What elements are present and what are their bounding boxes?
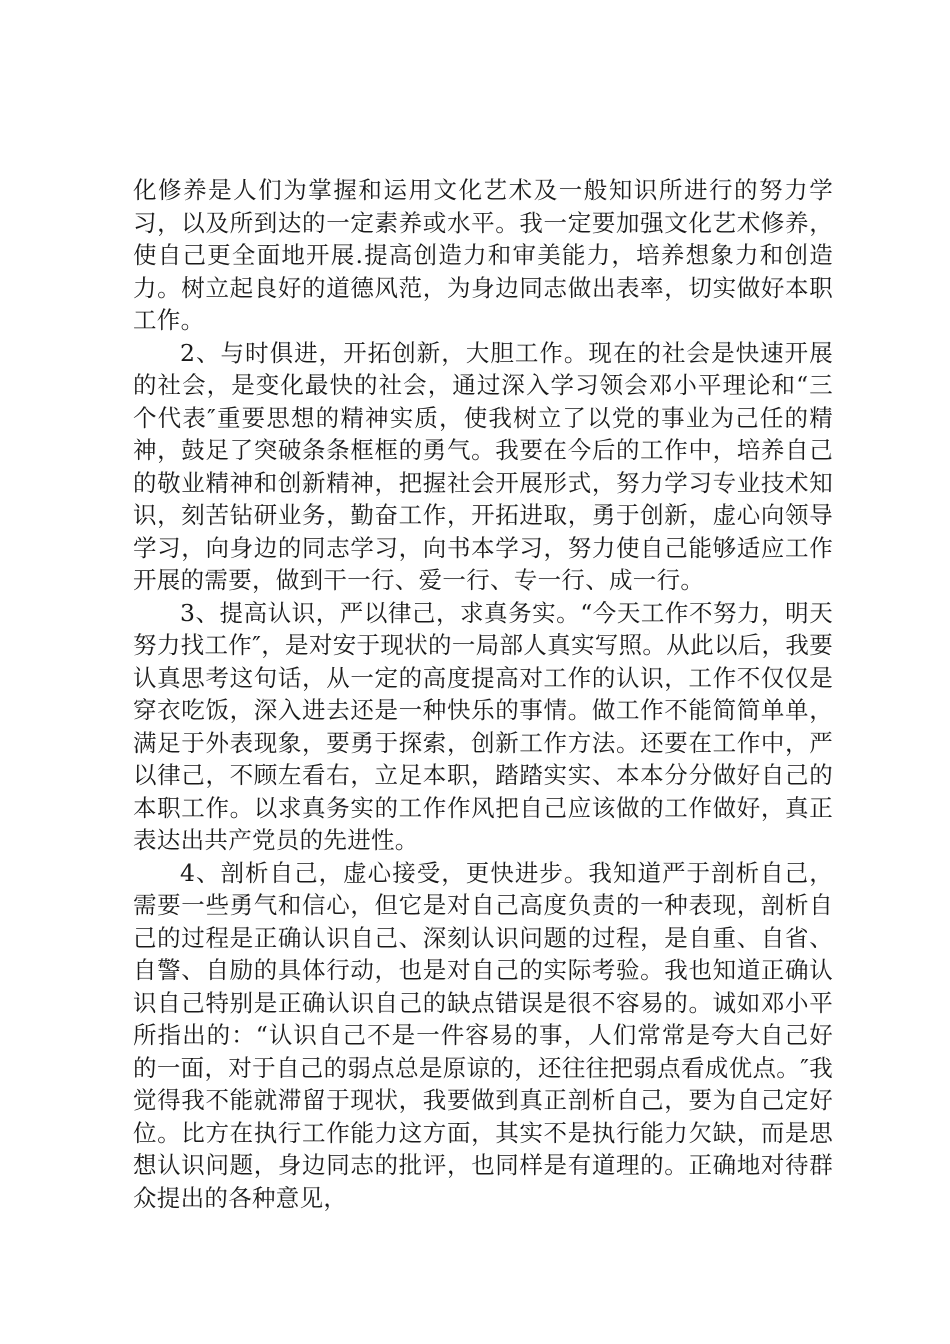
paragraph-item-2: 2、与时俱进，开拓创新，大胆工作。现在的社会是快速开展的社会，是变化最快的社会，通过深入学习领会邓小平理论和“三个代表″重要思想的精神实质，使我树立了以党的事业为己任的精神，鼓足了突破条条框框的勇气。我要在今后的工作中，培养自己的敬业精神和创新精神，把握社会开展形式，努力学习专业技术知识，刻苦钻研业务，勤奋工作，开拓进取，勇于创新，虚心向领导学习，向身边的同志学习，向书本学习，努力使自己能够适应工作开展的需要，做到干一行、爱一行、专一行、成一行。 <box>133 338 833 594</box>
document-body <box>133 174 833 1214</box>
paragraph-item-4: 4、剖析自己，虚心接受，更快进步。我知道严于剖析自己，需要一些勇气和信心，但它是对自己高度负责的一种表现，剖析自己的过程是正确认识自己、深刻认识问题的过程，是自重、自省、自警、自励的具体行动，也是对自己的实际考验。我也知道正确认识自己特别是正确认识自己的缺点错误是很不容易的。诚如邓小平所指出的：“认识自己不是一件容易的事，人们常常是夸大自己好的一面，对于自己的弱点总是原谅的，还往往把弱点看成优点。″我觉得我不能就滞留于现状，我要做到真正剖析自己，要为自己定好位。比方在执行工作能力这方面，其实不是执行能力欠缺，而是思想认识问题，身边同志的批评，也同样是有道理的。正确地对待群众提出的各种意见， <box>133 858 833 1212</box>
paragraph-continuation: 化修养是人们为掌握和运用文化艺术及一般知识所进行的努力学习，以及所到达的一定素养或水平。我一定要加强文化艺术修养，使自己更全面地开展.提高创造力和审美能力，培养想象力和创造力。树立起良好的道德风范，为身边同志做出表率，切实做好本职工作。 <box>133 176 833 334</box>
paragraph-item-3: 3、提高认识，严以律己，求真务实。“今天工作不努力，明天努力找工作″，是对安于现状的一局部人真实写照。从此以后，我要认真思考这句话，从一定的高度提高对工作的认识，工作不仅仅是穿衣吃饭，深入进去还是一种快乐的事情。做工作不能简简单单，满足于外表现象，要勇于探索，创新工作方法。还要在工作中，严以律己，不顾左看右，立足本职，踏踏实实、本本分分做好自己的本职工作。以求真务实的工作作风把自己应该做的工作做好，真正表达出共产党员的先进性。 <box>133 598 833 854</box>
